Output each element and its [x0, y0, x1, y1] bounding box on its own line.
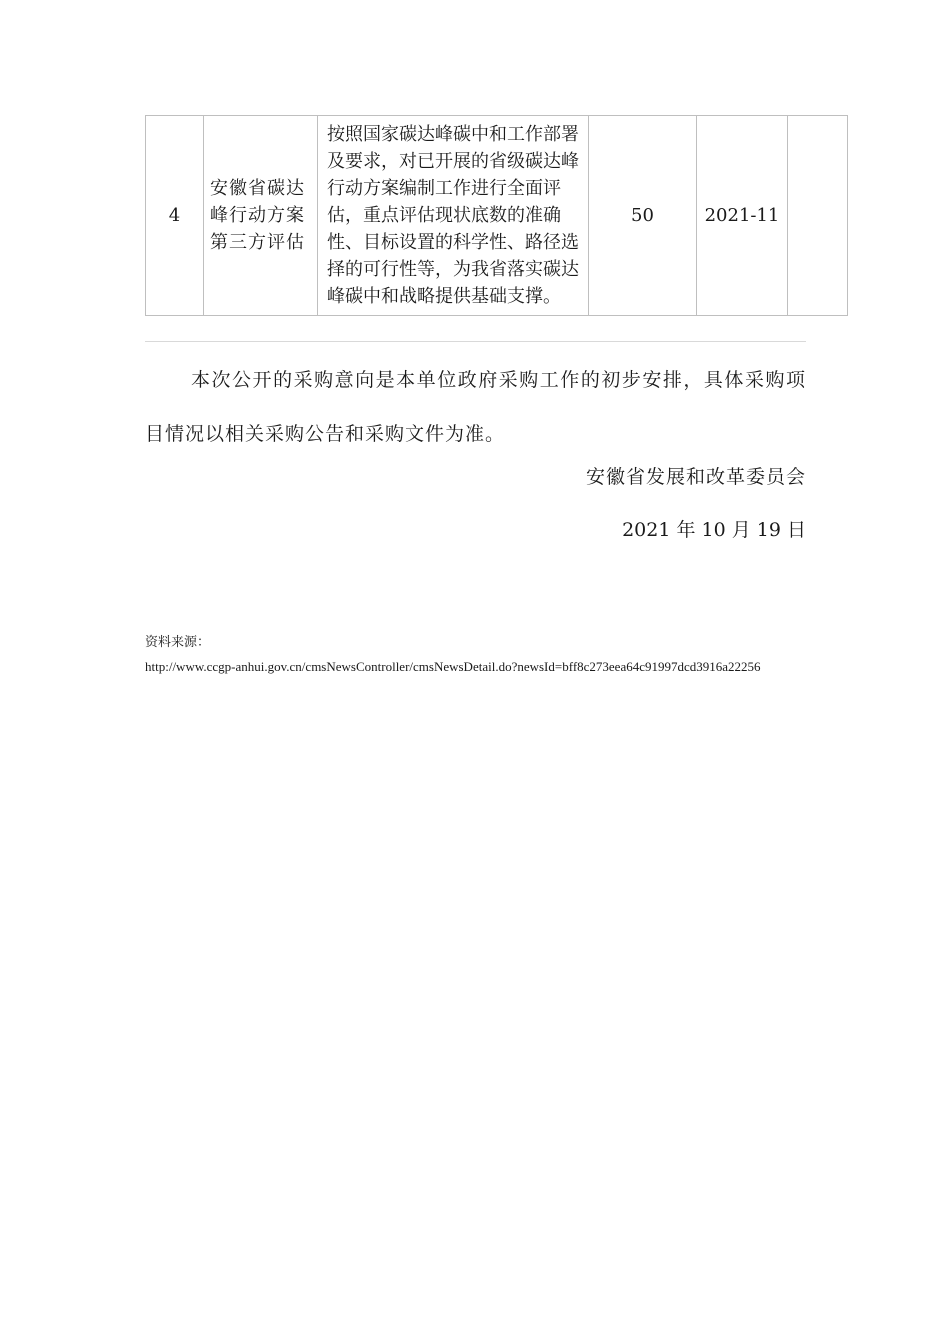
- procurement-table: [145, 115, 848, 316]
- source-url: http://www.ccgp-anhui.gov.cn/cmsNewsController/cmsNewsDetail.do?newsId=bff8c273eea64c91997dcd3916a22256: [145, 659, 761, 674]
- budget-amount: 50: [589, 116, 697, 316]
- table-row: [146, 116, 848, 316]
- signature-organization: 安徽省发展和改革委员会: [585, 466, 806, 488]
- signature-date: 2021 年 10 月 19 日: [622, 519, 806, 541]
- row-index: 4: [146, 116, 204, 316]
- planned-date: 2021-11: [697, 116, 788, 316]
- project-description: 按照国家碳达峰碳中和工作部署及要求，对已开展的省级碳达峰行动方案编制工作进行全面评估，重点评估现状底数的准确性、目标设置的科学性、路径选择的可行性等，为我省落实碳达峰碳中和战略提供基础支撑。: [318, 116, 589, 316]
- notice-paragraph: 本次公开的采购意向是本单位政府采购工作的初步安排，具体采购项目情况以相关采购公告和采购文件为准。: [145, 369, 806, 445]
- project-name: 安徽省碳达峰行动方案第三方评估: [204, 116, 318, 316]
- source-label: 资料来源：: [145, 635, 211, 650]
- divider: [145, 341, 806, 342]
- remark-cell: [788, 116, 848, 316]
